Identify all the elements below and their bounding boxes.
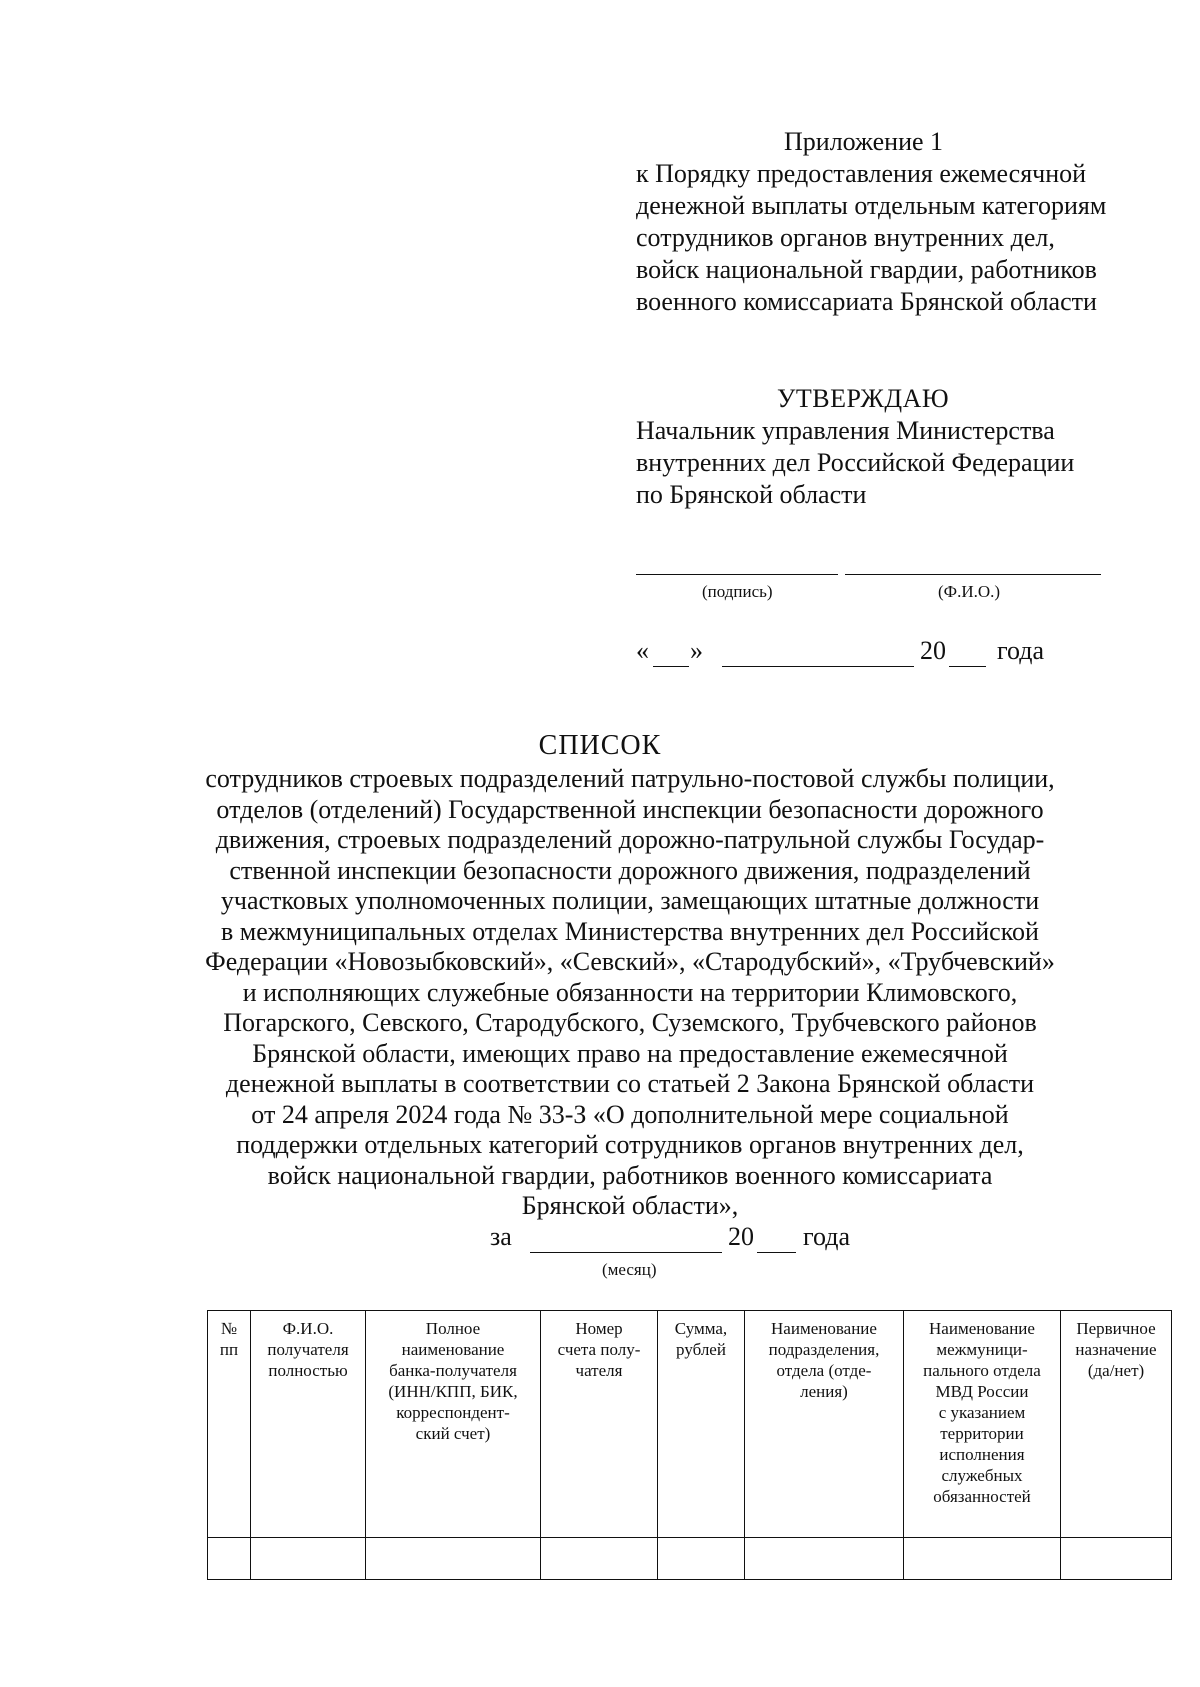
table-header-row — [208, 1311, 1172, 1538]
signature-caption: (подпись) — [702, 582, 773, 601]
table-cell — [208, 1538, 251, 1580]
list-description-line: Погарского, Севского, Стародубского, Суземского, Трубчевского районов — [223, 1008, 1037, 1037]
list-description-line: войск национальной гвардии, работников военного комиссариата — [267, 1160, 993, 1190]
header-text: пального отдела — [923, 1361, 1041, 1380]
list-title: СПИСОК — [538, 730, 662, 761]
list-description-line: Брянской области, имеющих право на предоставление ежемесячной — [252, 1038, 1008, 1068]
table-cell — [658, 1538, 745, 1580]
period-month-blank-line — [530, 1252, 722, 1253]
header-text: счета полу- — [557, 1340, 641, 1359]
appendix-line: денежной выплаты отдельным категориям — [636, 191, 1107, 220]
header-text: получателя — [267, 1340, 349, 1359]
approval-line: Начальник управления Министерства — [636, 416, 1055, 445]
list-description-line: и исполняющих служебные обязанности на территории Климовского, — [242, 977, 1018, 1007]
list-description-line: сотрудников строевых подразделений патрульно-постовой службы полиции, — [205, 764, 1055, 793]
header-text: Ф.И.О. — [282, 1319, 334, 1338]
appendix-title: Приложение 1 — [784, 127, 944, 156]
table-cell — [745, 1538, 904, 1580]
header-text: территории — [940, 1424, 1024, 1443]
header-text: ления) — [800, 1382, 848, 1401]
header-cell-amount — [658, 1311, 745, 1538]
appendix-block — [636, 126, 1156, 318]
date-open-quote: « — [636, 636, 649, 665]
period-prefix: за — [490, 1222, 512, 1251]
header-text: подразделения, — [768, 1340, 880, 1359]
fio-blank-line — [845, 574, 1101, 575]
day-blank-line — [653, 666, 689, 667]
header-cell-bank — [366, 1311, 541, 1538]
header-text: с указанием — [938, 1403, 1026, 1422]
header-text: (да/нет) — [1087, 1361, 1145, 1380]
approval-date-row — [636, 636, 1096, 672]
header-text: Номер — [575, 1319, 623, 1338]
header-text: межмуници- — [936, 1340, 1028, 1359]
list-description-line: Федерации «Новозыбковский», «Севский», «Стародубский», «Трубчевский» — [205, 947, 1055, 976]
header-text: наименование — [401, 1340, 505, 1359]
period-suffix: года — [803, 1222, 851, 1251]
header-cell-account — [541, 1311, 658, 1538]
header-text: обязанностей — [933, 1487, 1031, 1506]
header-text: Наименование — [929, 1319, 1035, 1338]
header-text: МВД России — [935, 1382, 1029, 1401]
header-text: № — [220, 1319, 238, 1338]
appendix-line: войск национальной гвардии, работников — [636, 255, 1097, 284]
list-description-line: движения, строевых подразделений дорожно-патрульной службы Государ- — [215, 825, 1045, 854]
month-blank-line — [722, 666, 914, 667]
header-cell-fio — [251, 1311, 366, 1538]
appendix-line: военного комиссариата Брянской области — [636, 287, 1097, 316]
table-cell — [1061, 1538, 1172, 1580]
header-text: ский счет) — [415, 1424, 491, 1443]
period-row — [490, 1222, 890, 1282]
period-year-blank-line — [757, 1252, 796, 1253]
header-text: пп — [219, 1340, 239, 1359]
year-blank-line — [949, 666, 986, 667]
header-text: Полное — [425, 1319, 481, 1338]
list-description-line: в межмуниципальных отделах Министерства внутренних дел Российской — [221, 916, 1039, 946]
period-year-prefix: 20 — [728, 1222, 754, 1251]
fio-caption: (Ф.И.О.) — [938, 582, 1001, 601]
header-text: (ИНН/КПП, БИК, — [388, 1382, 518, 1401]
header-cell-primary-assignment — [1061, 1311, 1172, 1538]
header-text: рублей — [676, 1340, 726, 1359]
header-text: исполнения — [939, 1445, 1025, 1464]
appendix-line: сотрудников органов внутренних дел, — [636, 223, 1055, 252]
header-text: банка-получателя — [389, 1361, 517, 1380]
list-description-line: ственной инспекции безопасности дорожного движения, подразделений — [229, 855, 1031, 885]
header-text: полностью — [268, 1361, 348, 1380]
signature-row — [636, 552, 1096, 612]
date-close-quote: » — [690, 636, 703, 665]
header-text: чателя — [575, 1361, 623, 1380]
table-cell — [904, 1538, 1061, 1580]
list-description-line: отделов (отделений) Государственной инспекции безопасности дорожного — [216, 794, 1044, 824]
list-description-line: от 24 апреля 2024 года № 33-З «О дополнительной мере социальной — [251, 1099, 1009, 1129]
header-text: Наименование — [771, 1319, 877, 1338]
header-text: служебных — [941, 1466, 1023, 1485]
list-description-line: участковых уполномоченных полиции, замещающих штатные должности — [220, 886, 1040, 915]
header-cell-number — [208, 1311, 251, 1538]
approval-line: внутренних дел Российской Федерации — [636, 448, 1075, 477]
header-cell-subdivision — [745, 1311, 904, 1538]
table-cell — [366, 1538, 541, 1580]
table-cell — [251, 1538, 366, 1580]
date-year-prefix: 20 — [920, 636, 946, 665]
header-text: отдела (отде- — [776, 1361, 872, 1380]
list-description — [150, 764, 1110, 1222]
table-row — [208, 1538, 1172, 1580]
header-text: Сумма, — [674, 1319, 728, 1338]
recipients-table — [207, 1310, 1172, 1580]
table-cell — [541, 1538, 658, 1580]
period-caption: (месяц) — [602, 1260, 657, 1279]
approval-block — [636, 383, 1156, 511]
header-cell-intermunicipal-department — [904, 1311, 1061, 1538]
list-description-line: денежной выплаты в соответствии со статьей 2 Закона Брянской области — [225, 1069, 1035, 1098]
header-text: корреспондент- — [396, 1403, 510, 1422]
signature-blank-line — [636, 574, 838, 575]
list-description-line: поддержки отдельных категорий сотрудников органов внутренних дел, — [236, 1130, 1024, 1159]
approval-line: по Брянской области — [636, 480, 867, 509]
header-text: назначение — [1075, 1340, 1157, 1359]
appendix-line: к Порядку предоставления ежемесячной — [636, 159, 1087, 188]
approval-title: УТВЕРЖДАЮ — [777, 384, 950, 413]
header-text: Первичное — [1076, 1319, 1156, 1338]
date-suffix: года — [997, 636, 1045, 665]
list-description-line: Брянской области», — [521, 1191, 739, 1220]
